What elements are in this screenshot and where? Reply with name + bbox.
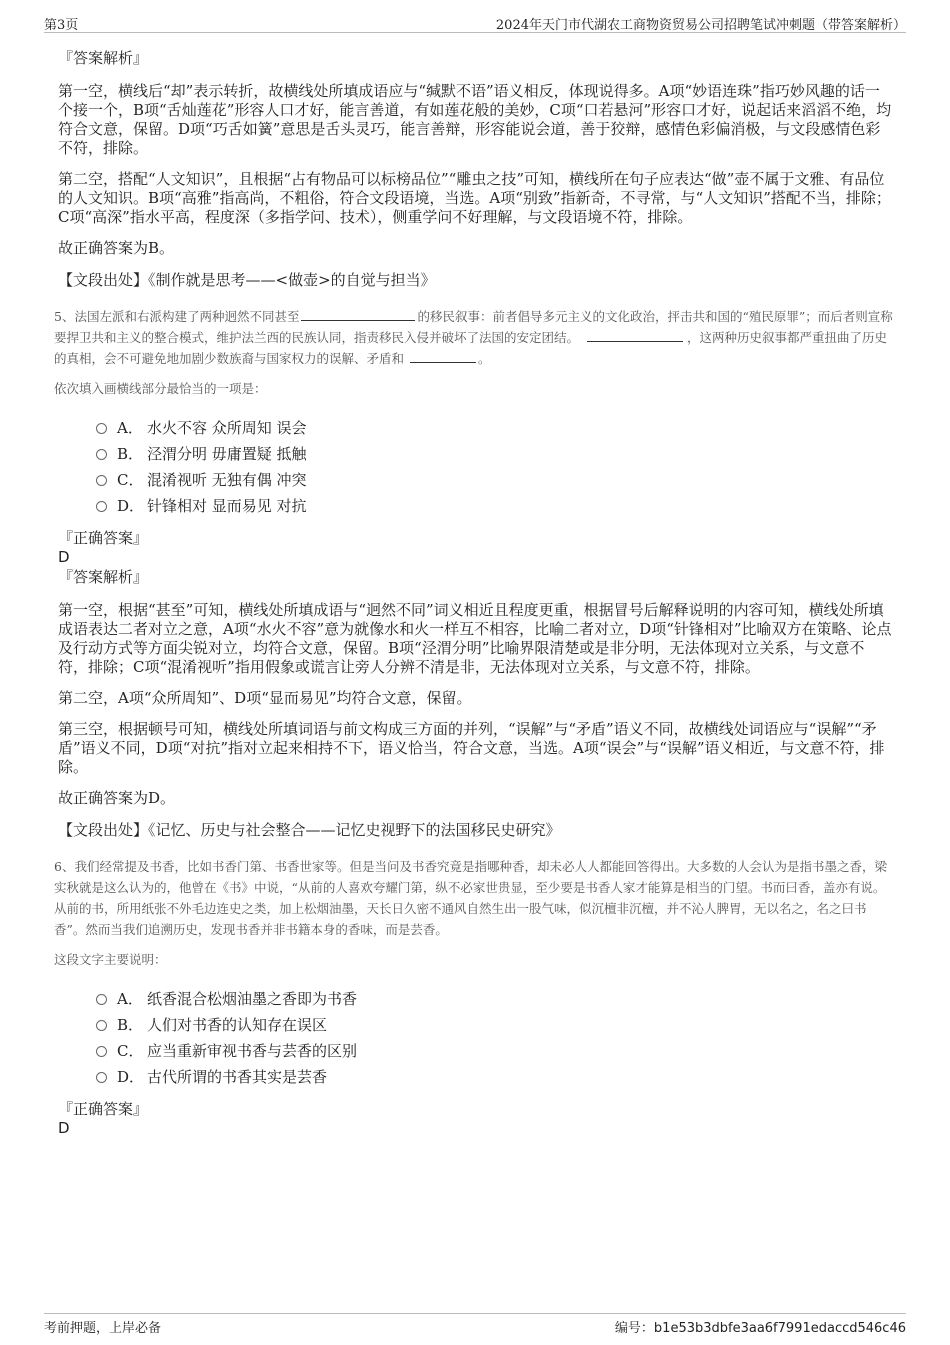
answer-tag: 『正确答案』 (58, 529, 149, 547)
radio-icon[interactable] (96, 449, 107, 460)
document-code: 编号：b1e53b3dbfe3aa6f7991edaccd546c46 (614, 1321, 906, 1336)
footer-slogan: 考前押题，上岸必备 (44, 1321, 162, 1336)
analysis-tag: 『答案解析』 (58, 568, 149, 586)
passage-source: 【文段出处】《制作就是思考——<做壶>的自觉与担当》 (58, 271, 436, 289)
option-b[interactable]: B． 泾渭分明 毋庸置疑 抵触 (96, 441, 894, 467)
radio-icon[interactable] (96, 1020, 107, 1031)
answer-value: D (58, 1119, 70, 1137)
option-a[interactable]: A． 水火不容 众所周知 误会 (96, 415, 894, 441)
radio-icon[interactable] (96, 994, 107, 1005)
question-stem: 5、法国左派和右派构建了两种迥然不同甚至 的移民叙事：前者倡导多元主义的文化政治，抨击共和国的“殖民原罪”；而后者则宣称要捍卫共和主义的整合模式，维护法兰西的民族认同，指责移民入侵并破坏了法国的安定团结。 ，这两种历史叙事都严重扭曲了历史的真相，会不可避免地加剧少数族裔与国家权力的误解、矛盾和 。 (54, 306, 894, 369)
option-d[interactable]: D． 针锋相对 显而易见 对抗 (96, 493, 894, 519)
options-list (96, 986, 894, 1090)
document-body (56, 44, 894, 1138)
question-stem: 6、我们经常提及书香，比如书香门第、书香世家等。但是当问及书香究竟是指哪种香，却未必人人都能回答得出。大多数的人会认为是指书墨之香，梁实秋就是这么认为的，他曾在《书》中说，“从前的人喜欢夸耀门第，纵不必家世贵显，至少要是书香人家才能算是相当的门望。书而曰香，盖亦有说。从前的书，所用纸张不外毛边连史之类，加上松烟油墨，天长日久密不通风自然生出一股气味，似沉檀非沉檀，并不沁人脾胃，无以名之，名之曰书香”。然而当我们追溯历史，发现书香并非书籍本身的香味，而是芸香。 (54, 859, 887, 937)
q4-analysis-block (56, 48, 894, 290)
radio-icon[interactable] (96, 423, 107, 434)
question-5 (56, 306, 894, 840)
option-c[interactable]: C． 应当重新审视书香与芸香的区别 (96, 1038, 894, 1064)
fill-blank (410, 348, 476, 363)
analysis-tag: 『答案解析』 (58, 49, 149, 67)
answer-statement: 故正确答案为B。 (58, 239, 175, 257)
options-list (96, 415, 894, 519)
radio-icon[interactable] (96, 475, 107, 486)
analysis-paragraph: 第三空，根据顿号可知，横线处所填词语与前文构成三方面的并列，“误解”与“矛盾”语义不同，故横线处词语应与“误解”“矛盾”语义不同，D项“对抗”指对立起来相持不下，语义恰当，符合文意，当选。A项“误会”与“误解”语义相近，与文意不符，排除。 (58, 720, 885, 776)
fill-blank (301, 306, 415, 321)
page-number: 第3页 (44, 18, 79, 33)
option-c[interactable]: C． 混淆视听 无独有偶 冲突 (96, 467, 894, 493)
answer-statement: 故正确答案为D。 (58, 789, 176, 807)
question-prompt: 依次填入画横线部分最恰当的一项是： (54, 381, 267, 396)
option-d[interactable]: D． 古代所谓的书香其实是芸香 (96, 1064, 894, 1090)
page-header (44, 14, 906, 33)
analysis-paragraph: 第一空，横线后“却”表示转折，故横线处所填成语应与“缄默不语”语义相反，体现说得多。A项“妙语连珠”指巧妙风趣的话一个接一个，B项“舌灿莲花”形容人口才好，能言善道，有如莲花般的美妙，C项“口若悬河”形容口才好，说起话来滔滔不绝，均符合文意，保留。D项“巧舌如簧”意思是舌头灵巧，能言善辩，形容能说会道，善于狡辩，感情色彩偏消极，与文段感情色彩不符，排除。 (58, 82, 892, 157)
radio-icon[interactable] (96, 1046, 107, 1057)
page-footer (44, 1313, 906, 1334)
radio-icon[interactable] (96, 501, 107, 512)
fill-blank (587, 327, 683, 342)
analysis-paragraph: 第二空，A项“众所周知”、D项“显而易见”均符合文意，保留。 (58, 689, 472, 707)
document-title: 2024年天门市代湖农工商物资贸易公司招聘笔试冲刺题（带答案解析） (495, 18, 906, 33)
answer-tag: 『正确答案』 (58, 1100, 149, 1118)
answer-value: D (58, 548, 70, 566)
option-a[interactable]: A． 纸香混合松烟油墨之香即为书香 (96, 986, 894, 1012)
question-prompt: 这段文字主要说明： (54, 952, 167, 967)
analysis-paragraph: 第一空，根据“甚至”可知，横线处所填成语与“迥然不同”词义相近且程度更重，根据冒号后解释说明的内容可知，横线处所填成语表达二者对立之意，A项“水火不容”意为就像水和火一样互不相容，比喻二者对立，D项“针锋相对”比喻双方在策略、论点及行动方式等方面尖锐对立，均符合文意，保留。B项“泾渭分明”比喻界限清楚或是非分明，无法体现对立关系，与文意不符，排除；C项“混淆视听”指用假象或谎言让旁人分辨不清是非，无法体现对立关系，与文意不符，排除。 (58, 601, 892, 676)
analysis-paragraph: 第二空，搭配“人文知识”，且根据“占有物品可以标榜品位”“雕虫之技”可知，横线所在句子应表达“做”壶不属于文雅、有品位的人文知识。B项“高雅”指高尚，不粗俗，符合文段语境，当选。A项“别致”指新奇，不寻常，与“人文知识”搭配不当，排除；C项“高深”指水平高，程度深（多指学问、技术），侧重学问不好理解，与文段语境不符，排除。 (58, 170, 891, 226)
question-6 (56, 856, 894, 1138)
passage-source: 【文段出处】《记忆、历史与社会整合——记忆史视野下的法国移民史研究》 (58, 821, 561, 839)
option-b[interactable]: B． 人们对书香的认知存在误区 (96, 1012, 894, 1038)
radio-icon[interactable] (96, 1072, 107, 1083)
